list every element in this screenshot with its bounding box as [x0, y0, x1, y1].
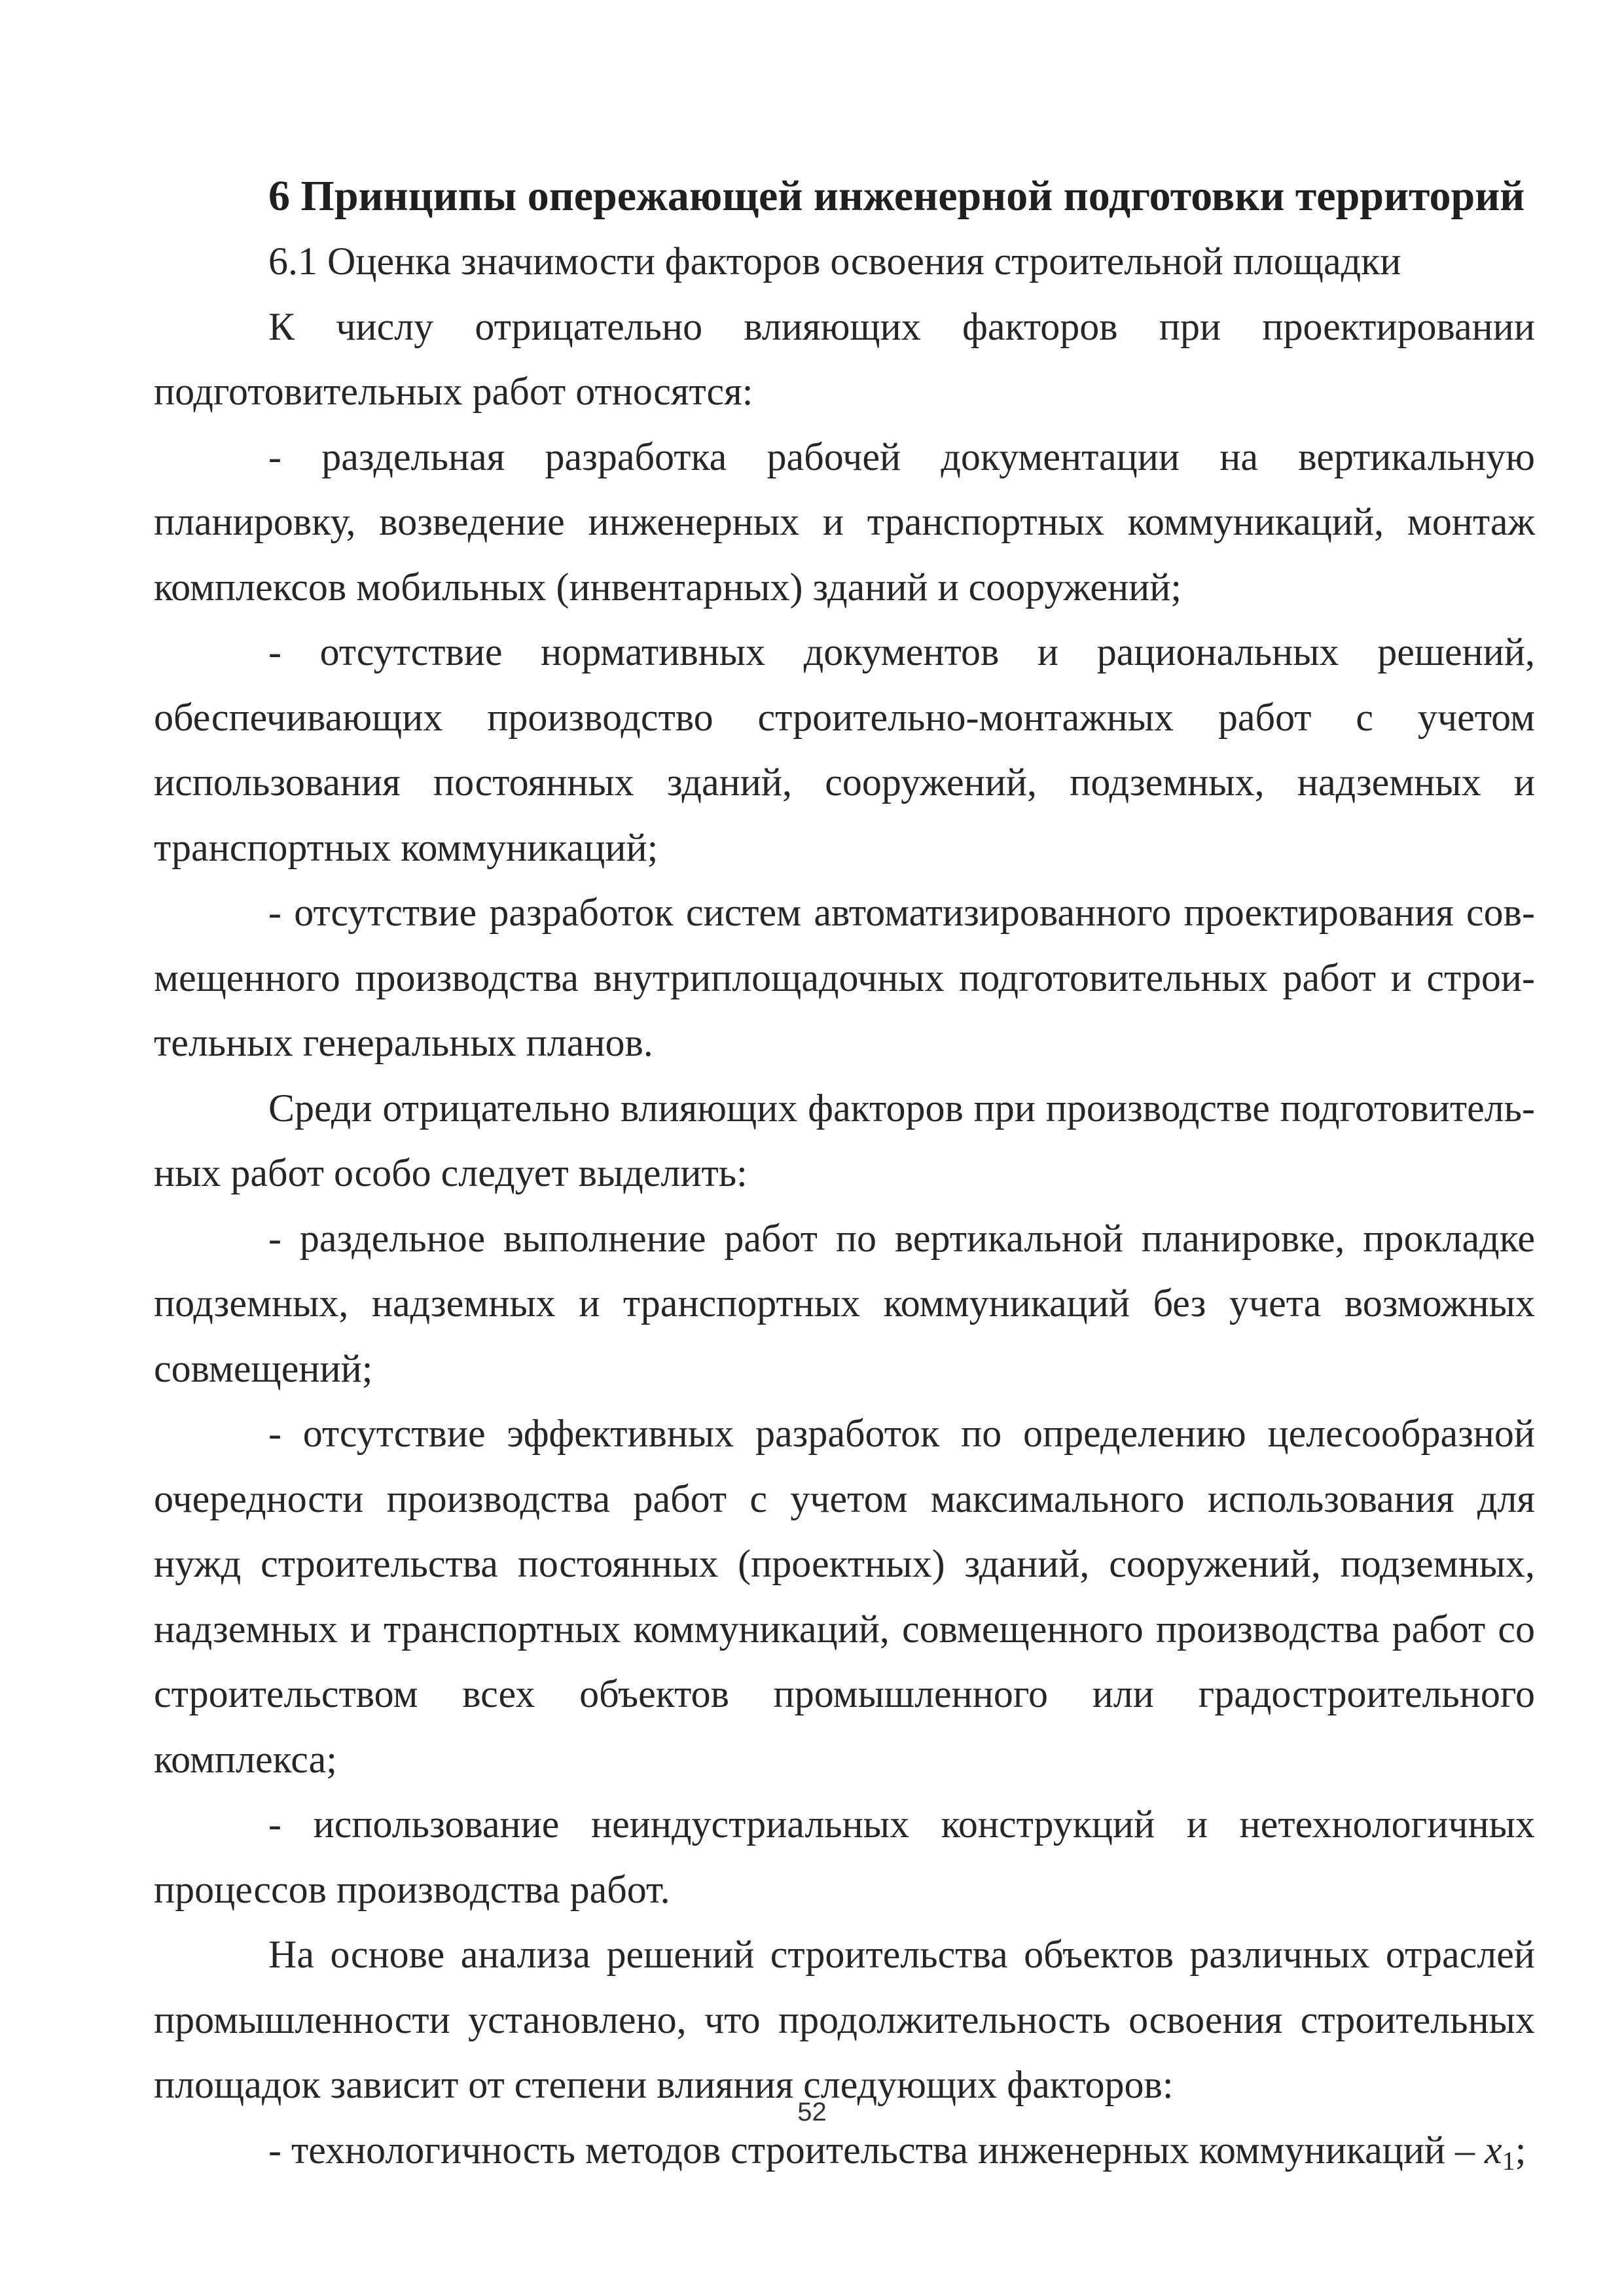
list-item: - отсутствие эффективных разработок по определению целесообразной очередности производства работ с учетом максимального использования для нужд строительства постоянных (проектных) зданий, сооружений, подземных, надземных и транспортных коммуникаций, совмещенного производства работ со строительством всех объектов промышленного или градостроительного комплекса; — [154, 1412, 1535, 1781]
document-page — [154, 131, 1535, 2193]
factor-item-tail: ; — [1515, 2128, 1526, 2172]
factor-item-x1 — [154, 2118, 1535, 2194]
factor-item-text: - технологичность методов строительства инженерных коммуникаций – — [268, 2128, 1485, 2172]
section-heading: 6.1 Оценка значимости факторов освоения строительной площадки — [268, 240, 1401, 283]
chapter-title: 6 Принципы опережающей инженерной подготовки территорий — [268, 172, 1525, 220]
paragraph: На основе анализа решений строительства объектов различных отраслей промышленности установлено, что продолжительность освоения строительных площадок зависит от степени влияния следующих факторов: — [154, 1933, 1535, 2106]
formula-subscript: 1 — [1502, 2145, 1515, 2176]
paragraph: К числу отрицательно влияющих факторов при проектировании подготовительных работ относятся: — [154, 304, 1535, 413]
list-item: - раздельная разработка рабочей документации на вертикальную планировку, возведение инженерных и транспортных коммуникаций, монтаж комплексов мобильных (инвентарных) зданий и сооружений; — [154, 435, 1535, 609]
page-number: 52 — [797, 2098, 827, 2126]
list-item: - отсутствие нормативных документов и рациональных решений, обеспечивающих производство строительно-монтажных работ с учетом использования постоянных зданий, сооружений, подземных, надземных и транспортных коммуникаций; — [154, 630, 1535, 869]
list-item: - использование неиндустриальных конструкций и нетехнологичных процессов производства работ. — [154, 1803, 1535, 1911]
formula-variable: x — [1485, 2128, 1502, 2172]
paragraph: Среди отрицательно влияющих факторов при производстве подготовительных работ особо следует выделить: — [154, 1086, 1535, 1194]
list-item: - отсутствие разработок систем автоматизированного проектирования совмещенного производства внутриплощадочных подготовительных работ и строительных генеральных планов. — [154, 891, 1535, 1064]
list-item: - раздельное выполнение работ по вертикальной планировке, прокладке подземных, надземных и транспортных коммуникаций без учета возможных совмещений; — [154, 1216, 1535, 1390]
